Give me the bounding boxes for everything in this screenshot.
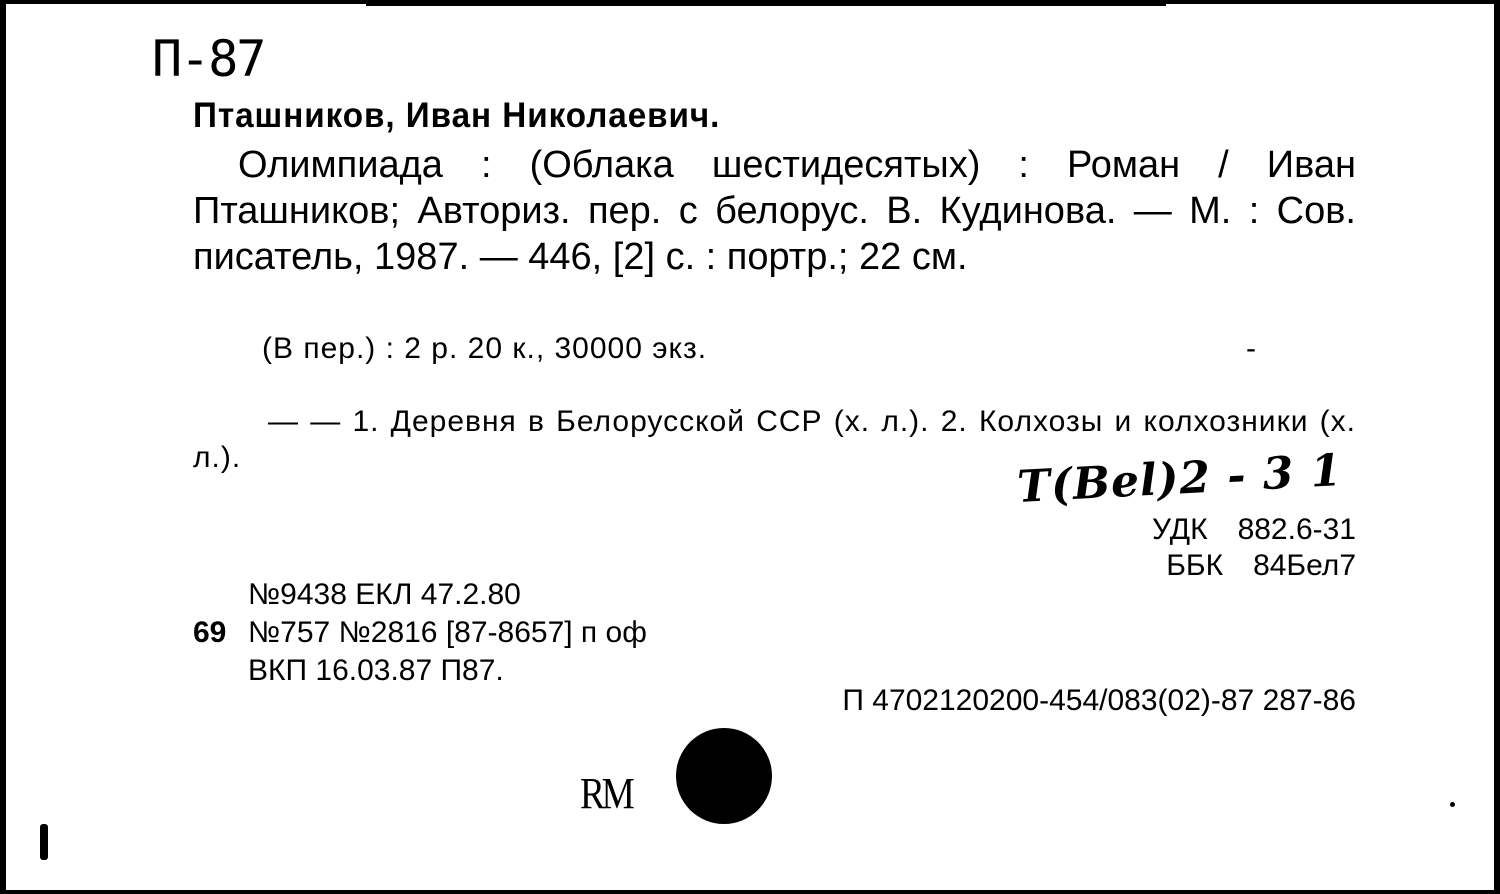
ink-speck — [1450, 802, 1455, 807]
ink-speck — [40, 824, 48, 860]
subject-headings: — — 1. Деревня в Белорусской ССР (х. л.). 2. Колхозы и колхозники (х. л.). — [193, 405, 1356, 474]
bbk-row — [1106, 548, 1356, 584]
scan-edge — [366, 4, 1166, 6]
tech-line-2-text: №757 №2816 [87-8657] п оф — [248, 616, 647, 649]
udk-value: 882.6-31 — [1237, 513, 1356, 546]
bbk-value: 84Бел7 — [1253, 549, 1356, 582]
udk-row — [1106, 512, 1356, 548]
classification-block — [1106, 512, 1356, 584]
tech-line-1-text: №9438 ЕКЛ 47.2.80 — [248, 578, 521, 611]
tech-line-3-text: ВКП 16.03.87 П87. — [248, 654, 504, 687]
bibliographic-description: Олимпиада : (Облака шестидесятых) : Роман / Иван Пташников; Авториз. пер. с белорус. В. Кудинова. — М. : Сов. писатель, 1987. — 446, [2] с. : портр.; 22 см. — [193, 144, 1356, 278]
tech-line-2 — [193, 614, 647, 652]
bbk-label: ББК — [1166, 549, 1224, 582]
author-heading: Пташников, Иван Николаевич. — [193, 96, 721, 135]
punch-hole-dot — [676, 728, 772, 824]
technical-imprint — [193, 576, 647, 690]
dash-mark: - — [1246, 332, 1256, 365]
call-number: П-87 — [152, 30, 265, 88]
handwritten-classification-note: Т(Bel)2 - 3 1 — [1016, 444, 1344, 513]
udk-label: УДК — [1152, 513, 1208, 546]
tech-line-3 — [193, 652, 647, 690]
publication-code: П 4702120200-454/083(02)-87 287-86 — [842, 684, 1356, 717]
price-and-print-run: (В пер.) : 2 р. 20 к., 30000 экз. — [262, 332, 708, 365]
tech-line-1 — [193, 576, 647, 614]
tech-line-2-number: 69 — [193, 616, 227, 649]
rm-stamp: RM — [580, 769, 632, 818]
